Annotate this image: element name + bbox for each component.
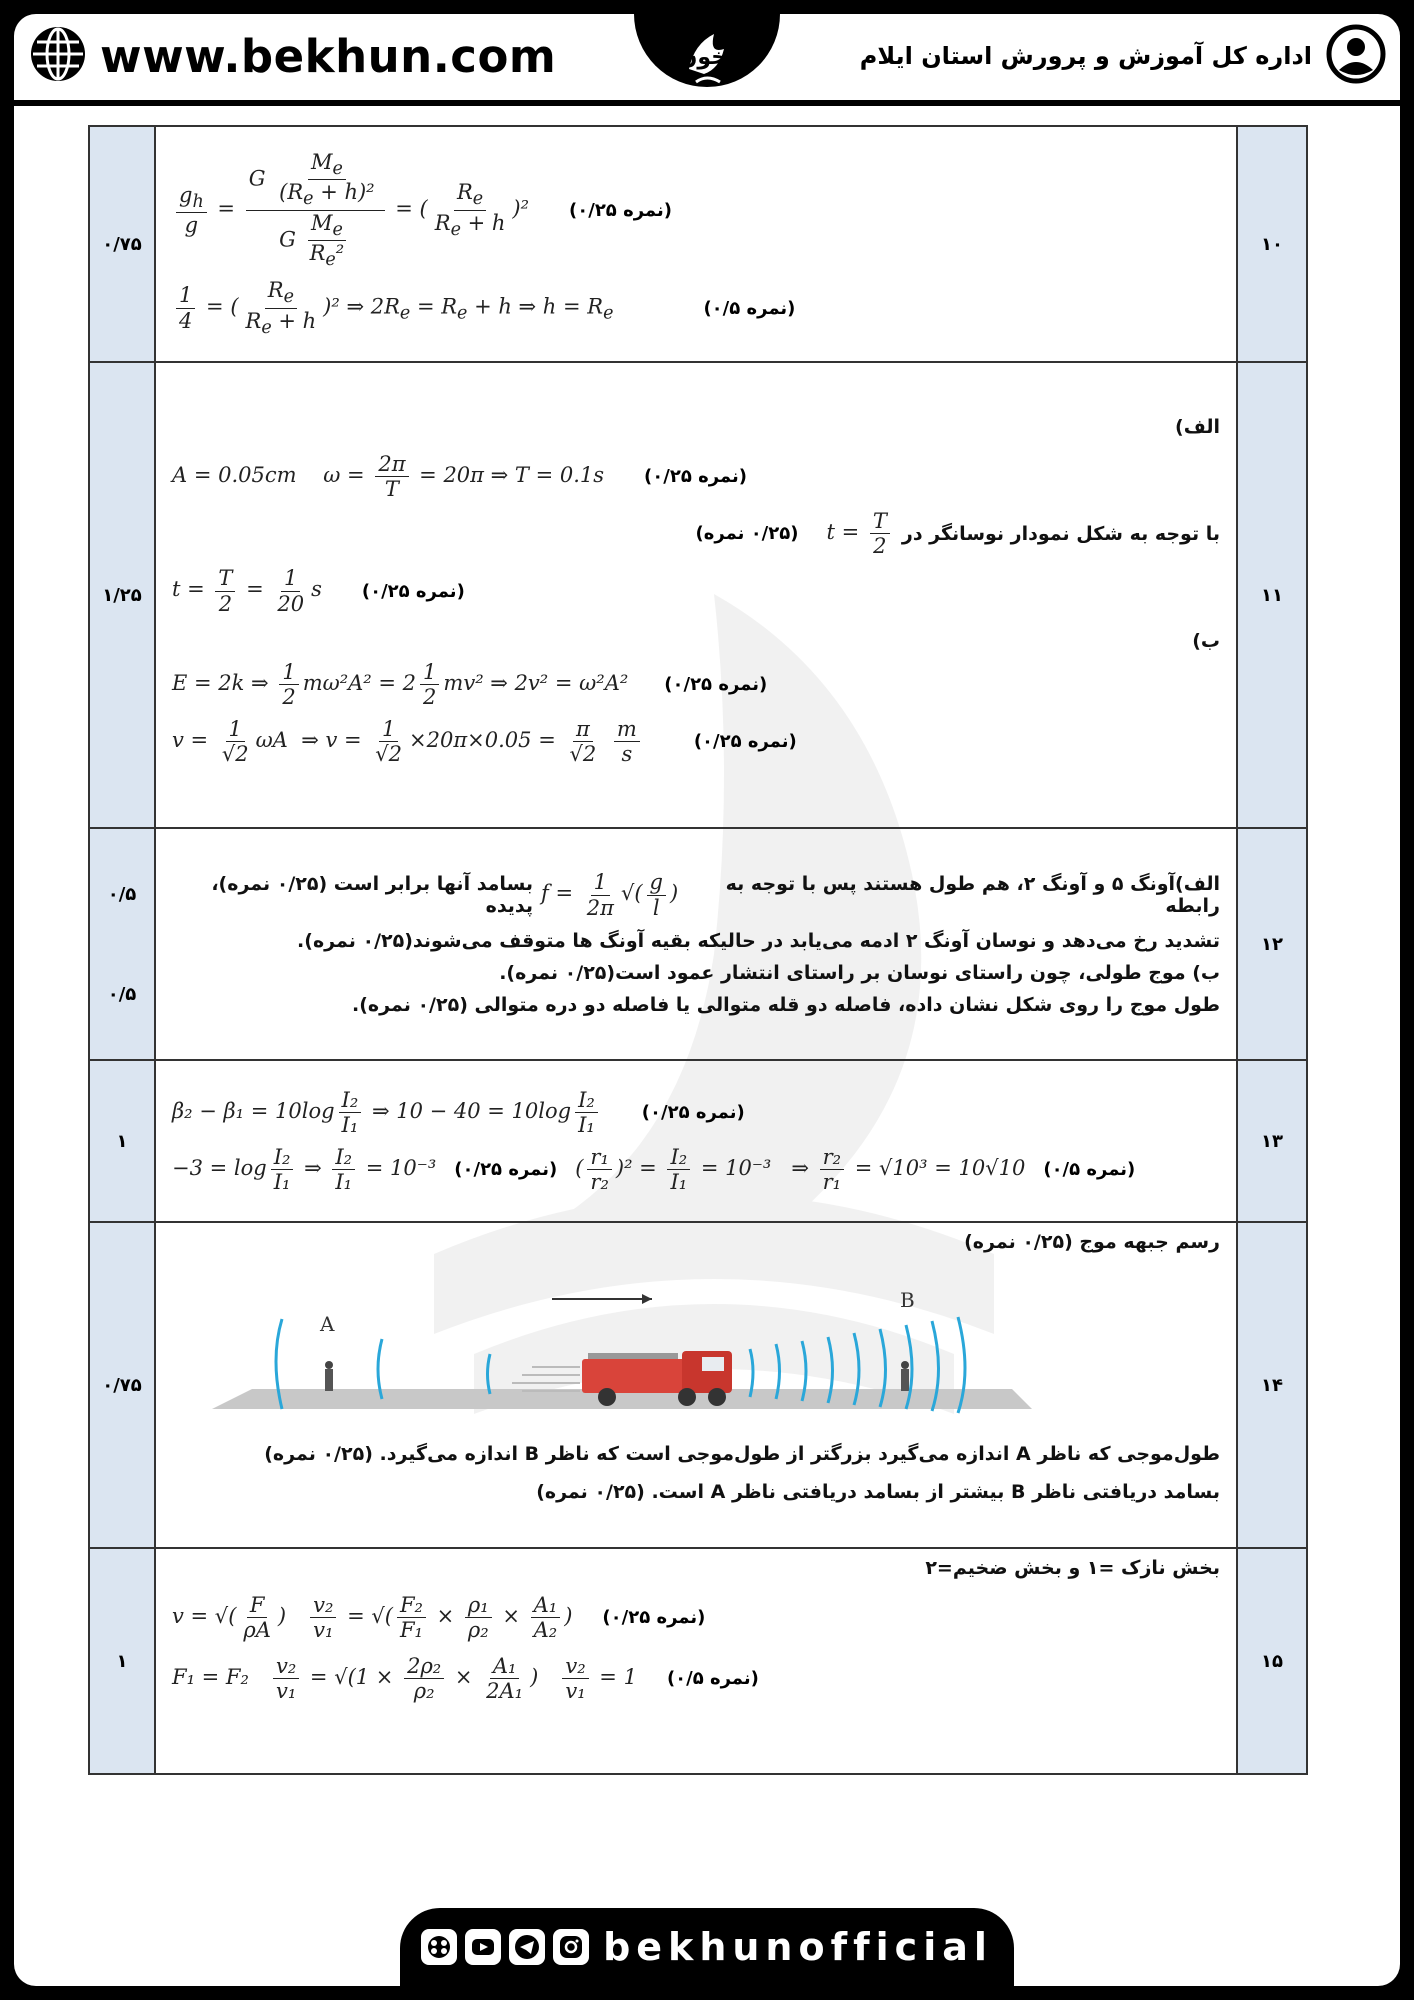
doppler-diagram (212, 1259, 1032, 1429)
user-icon[interactable] (1326, 24, 1386, 88)
formula-line (172, 660, 1220, 709)
table-row (89, 126, 1307, 362)
score-note: (۰/۵ نمره) (1043, 1159, 1136, 1181)
site-url[interactable]: www.bekhun.com (100, 29, 557, 83)
label-b: ب) (1192, 629, 1220, 652)
formula: ( $\frac{\text{r₁}}{\text{r₂}}$ )² = $\frac{\text{I₂}}{\text{I₁}}$ = 10⁻³ ⇒ $\frac{\text{r₂}}{\text{r₁}}$ = √10³ = 10√10 (575, 1145, 1026, 1195)
row-number: ۱۵ (1237, 1548, 1307, 1774)
title: رسم جبهه موج (۰/۲۵ نمره) (964, 1231, 1220, 1253)
formula-line (172, 1593, 1220, 1642)
row-score (89, 828, 155, 1060)
formula: f = $\frac{1}{2\pi}$ √( $\frac{g}{l}$ ) (541, 870, 679, 920)
table-row (89, 828, 1307, 1060)
site-link[interactable] (28, 24, 556, 88)
row-content (155, 1060, 1237, 1222)
score-note: (۰/۲۵ نمره) (602, 1607, 706, 1629)
text: طول موج را روی شکل نشان داده، فاصله دو قله متوالی یا فاصله دو دره متوالی (۰/۲۵ نمره). (352, 993, 1220, 1016)
score-note: (۰/۲۵ نمره) (569, 199, 672, 221)
row-content (155, 1222, 1237, 1548)
score-note: (۰/۵ نمره) (666, 1668, 759, 1690)
formula: A = 0.05cm ω = $\frac{2\pi}{T}$ = 20π ⇒ T = 0.1s (172, 451, 605, 501)
page (14, 14, 1400, 1986)
score-note: (۰/۲۵ نمره) (695, 523, 799, 545)
text: طول‌موجی که ناظر A اندازه می‌گیرد بزرگتر از طول‌موجی است که ناظر B اندازه می‌گیرد. (۰/۲۵ نمره) (264, 1443, 1220, 1465)
aparat-icon[interactable] (421, 1929, 457, 1965)
text: بسامد دریافتی ناظر B بیشتر از بسامد دریافتی ناظر A است. (۰/۲۵ نمره) (536, 1481, 1220, 1503)
formula: β₂ − β₁ = 10log $\frac{\text{I₂}}{\text{I₁}}$ ⇒ 10 − 40 = 10log $\frac{\text{I₂}}{\text{I₁}}$ (172, 1088, 602, 1137)
text: الف)آونگ ۵ و آونگ ۲، هم طول هستند پس با توجه به رابطه (725, 873, 1220, 917)
instagram-icon[interactable] (553, 1929, 589, 1965)
org-name: اداره کل آموزش و پرورش استان ایلام (859, 42, 1312, 70)
formula-line (172, 1088, 1220, 1137)
row-content (155, 828, 1237, 1060)
row-score: ۱ (89, 1060, 155, 1222)
formula: −3 = log $\frac{\text{I₂}}{\text{I₁}}$ ⇒ $\frac{\text{I₂}}{\text{I₁}}$ = 10⁻³ (172, 1145, 437, 1195)
row-content (155, 126, 1237, 362)
row-number: ۱۱ (1237, 362, 1307, 828)
youtube-icon[interactable] (465, 1929, 501, 1965)
table-row (89, 362, 1307, 828)
graph-text: با توجه به شکل نمودار نوسانگر در (901, 522, 1220, 545)
formula: v = $\frac{1}{√2}$ ωA ⇒ v = $\frac{1}{√2}$ ×20π×0.05 = $\frac{\pi}{√2}$ $\frac{m}{s}$ (172, 717, 644, 766)
text: ب) موج طولی، چون راستای نوسان بر راستای انتشار عمود است(۰/۲۵ نمره). (499, 961, 1220, 984)
table-row (89, 1060, 1307, 1222)
formula: t = $\frac{T}{2}$ (826, 509, 893, 558)
label-observer-b: B (900, 1288, 915, 1312)
score-note: (۰/۲۵ نمره) (644, 465, 747, 487)
observer-b (901, 1361, 909, 1391)
row-number: ۱۲ (1237, 828, 1307, 1060)
formula: $\frac{1}{4}$ = ( $\frac{R_e}{R_e + h}$ )² ⇒ $2R_e = R_e + h$ ⇒ $h = R_e$ (172, 278, 613, 338)
label-observer-a: A (320, 1312, 335, 1336)
score-note: (۰/۲۵ نمره) (693, 731, 797, 753)
row-score: ۰/۷۵ (89, 126, 155, 362)
row-content (155, 1548, 1237, 1774)
formula-line (172, 452, 1220, 501)
org-block (860, 24, 1386, 88)
text-line (172, 870, 1220, 919)
row-score: ۱ (89, 1548, 155, 1774)
table-row (89, 1222, 1307, 1548)
score-note: (۰/۲۵ نمره) (454, 1159, 558, 1181)
label-a: الف) (1175, 415, 1220, 438)
formula-line (172, 566, 1220, 615)
formula-line (172, 1654, 1220, 1703)
text: تشدید رخ می‌دهد و نوسان آونگ ۲ ادمه می‌یابد در حالیکه بقیه آونگ ها متوقف می‌شوند(۰/۲۵ نمره). (297, 929, 1220, 952)
logo (634, 14, 780, 104)
formula: E = 2k ⇒ $\frac{1}{2}$ mω²A² = 2 $\frac{1}{2}$ mv² ⇒ 2v² = ω²A² (172, 659, 629, 709)
row-score: ۱/۲۵ (89, 362, 155, 828)
row-score: ۰/۷۵ (89, 1222, 155, 1548)
formula-line (172, 278, 1220, 338)
formula: t = $\frac{T}{2}$ = $\frac{1}{20}$ s (172, 566, 322, 616)
score-note: (۰/۲۵ نمره) (664, 673, 768, 695)
formula-line (172, 150, 1220, 270)
row-number: ۱۰ (1237, 126, 1307, 362)
observer-a (325, 1361, 333, 1391)
score-note: (۰/۲۵ نمره) (361, 580, 465, 602)
score-note: (۰/۵ نمره) (703, 297, 796, 319)
formula-line (172, 1145, 1220, 1194)
row-number: ۱۴ (1237, 1222, 1307, 1548)
svg-text:بخون: بخون (678, 45, 736, 70)
text-line (172, 509, 1220, 558)
title: بخش نازک =۱ و بخش ضخیم=۲ (925, 1557, 1220, 1579)
score-b: ۰/۵ (107, 983, 137, 1005)
answer-table (88, 125, 1308, 1775)
formula: $\frac{g_h}{g}$ = G $\frac{M_e}{(R_e + h)^2}$ G $\frac{M_e}{R_e^2}$ = ( $\frac{R_e}{R_e + h}$ )² (172, 150, 529, 270)
text: بسامد آنها برابر است (۰/۲۵ نمره)، پدیده (211, 873, 534, 917)
arrow-head (642, 1294, 652, 1304)
formula: v = √( $\frac{F}{\rho A}$ ) $\frac{\text{v₂}}{\text{v₁}}$ = √( $\frac{\text{F₂}}{\text{F₁}}$ × $\frac{\text{ρ₁}}{\text{ρ₂}}$ × $\frac{\text{A₁}}{\text{A₂}}$ ) (172, 1593, 573, 1643)
telegram-icon[interactable] (509, 1929, 545, 1965)
footer-bar (400, 1908, 1014, 1986)
header-divider (14, 100, 1400, 106)
globe-icon (28, 24, 88, 88)
header (14, 14, 1400, 100)
row-number: ۱۳ (1237, 1060, 1307, 1222)
formula: F₁ = F₂ $\frac{\text{v₂}}{\text{v₁}}$ = √(1 × $\frac{\text{2ρ₂}}{\text{ρ₂}}$ × $\frac{\text{A₁}}{\text{2A₁}}$ ) $\frac{\text{v₂}}{\text{v₁}}$ = 1 (172, 1654, 637, 1704)
score-a: ۰/۵ (107, 883, 137, 905)
formula-line (172, 717, 1220, 766)
score-note: (۰/۲۵ نمره) (641, 1101, 745, 1123)
social-icons (421, 1929, 589, 1965)
row-content (155, 362, 1237, 828)
table-row (89, 1548, 1307, 1774)
footer-handle[interactable]: bekhunofficial (603, 1925, 993, 1969)
